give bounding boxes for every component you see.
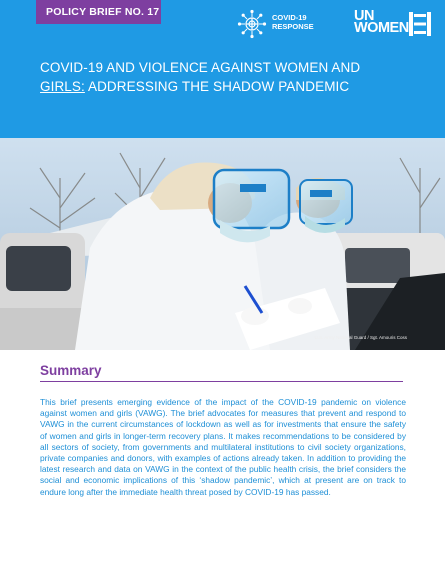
cover-photo xyxy=(0,138,445,350)
covid-response-label: COVID-19 RESPONSE xyxy=(272,13,314,31)
title-line-2: ADDRESSING THE SHADOW PANDEMIC xyxy=(84,79,350,94)
summary-paragraph: This brief presents emerging evidence of the impact of the COVID-19 pandemic on violence against women and girls (VAWG). The brief advocates for measures that prevent and respond to VAWG in the current circumstances of lockdown as well as for investments that ensure the safety of women and girls in longer-term recovery plans. It makes recommendations to be considered by all sectors of society, from governments and multilateral institutions to civil society organizations, private companies and donors, with examples of actions already taken. In addition to providing the latest research and data on VAWG in the context of the public health crisis, the brief considers the social and economic implications of this ‘shadow pandemic’, which at present are on track to endure long after the immediate health threat posed by COVID-19 has passed. xyxy=(40,397,406,497)
health-workers-photo xyxy=(0,138,445,350)
header-band xyxy=(0,0,445,138)
summary-divider xyxy=(40,381,403,382)
covid-response-logo xyxy=(237,9,337,39)
title-line-1: COVID-19 AND VIOLENCE AGAINST WOMEN AND xyxy=(40,60,361,75)
un-women-line1: UN xyxy=(354,8,374,24)
summary-heading: Summary xyxy=(40,363,102,378)
page-title xyxy=(40,58,410,96)
photo-credit: U.S. Army National Guard / Sgt. Amouris Coss xyxy=(314,335,407,340)
un-women-logo xyxy=(354,10,434,38)
policy-brief-badge: POLICY BRIEF NO. 17 xyxy=(36,0,161,24)
title-girls: GIRLS: xyxy=(40,79,85,94)
un-women-line2: WOMEN xyxy=(354,20,409,36)
un-emblem-icon xyxy=(237,9,267,39)
un-women-mark-icon xyxy=(409,12,431,36)
